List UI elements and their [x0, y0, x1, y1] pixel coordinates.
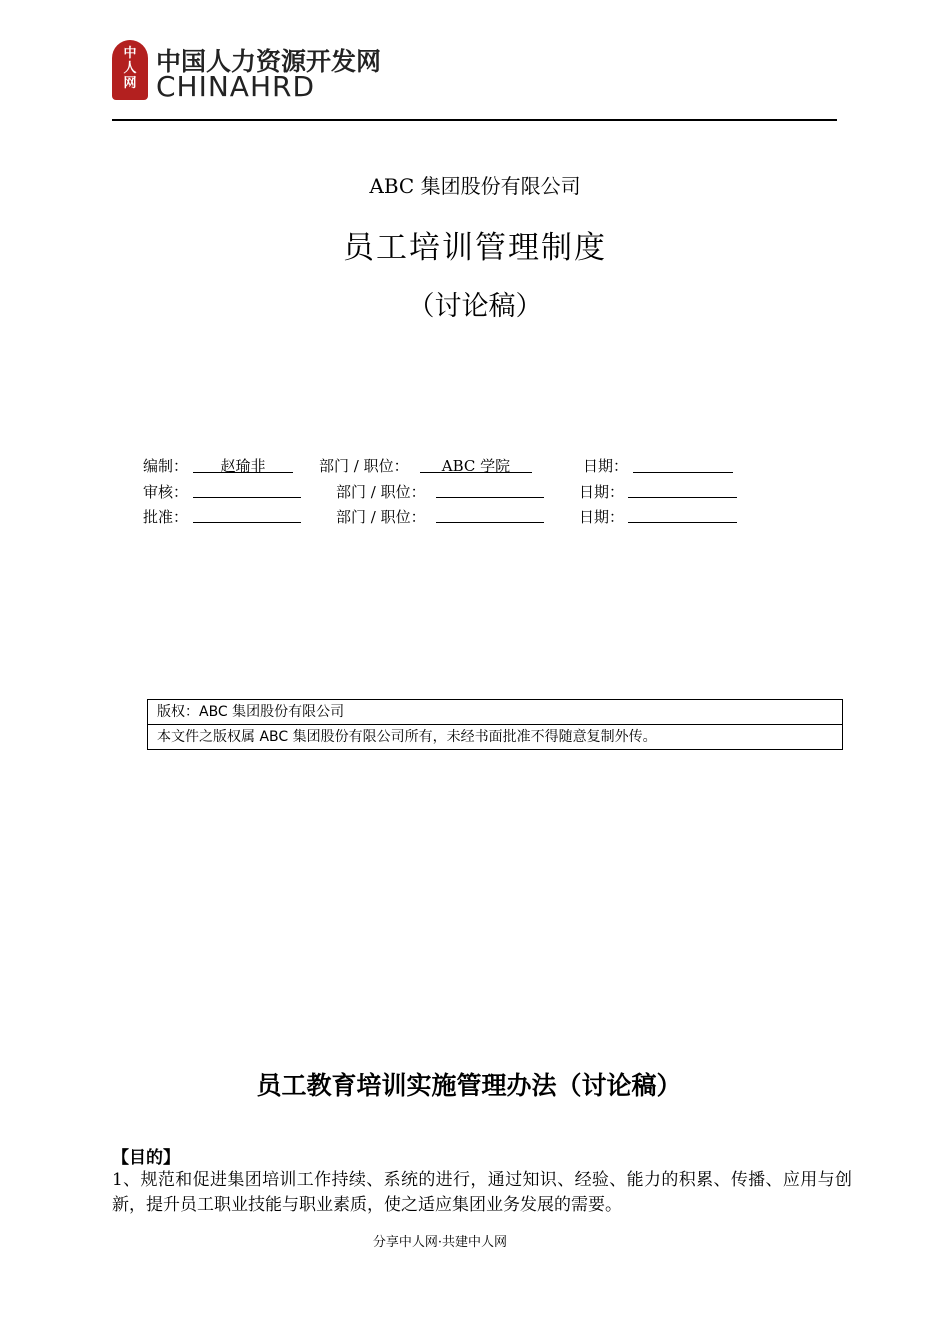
- reviewed-dept-label: 部门 / 职位：: [336, 483, 426, 501]
- page-footer: 分享中人网·共建中人网: [372, 1235, 508, 1250]
- purpose-paragraph: 1、规范和促进集团培训工作持续、系统的进行，通过知识、经验、能力的积累、传播、应用与创新，提升员工职业技能与职业素质，使之适应集团业务发展的需要。: [112, 1170, 852, 1215]
- header-divider: [112, 119, 837, 121]
- prepared-by-value: 赵瑜非: [220, 457, 266, 475]
- prepared-date-label: 日期：: [583, 457, 629, 475]
- reviewed-by-underline: [193, 497, 301, 498]
- copyright-notice: 本文件之版权属 ABC 集团股份有限公司所有，未经书面批准不得随意复制外传。: [157, 729, 657, 745]
- approved-by-label: 批准：: [143, 508, 189, 526]
- chinahrd-logo: [112, 40, 412, 102]
- approved-by-underline: [193, 522, 301, 523]
- document-subtitle: （讨论稿）: [407, 291, 543, 322]
- copyright-box: [147, 699, 843, 750]
- approved-date-label: 日期：: [579, 508, 625, 526]
- reviewed-by-label: 审核：: [143, 483, 189, 501]
- prepared-dept-underline: [420, 472, 532, 473]
- reviewed-date-label: 日期：: [579, 483, 625, 501]
- logo-english-name: CHINAHRD: [156, 70, 316, 103]
- seal-icon: [112, 40, 148, 100]
- prepared-date-underline: [633, 472, 733, 473]
- purpose-heading: 【目的】: [112, 1148, 180, 1168]
- prepared-by-underline: [193, 472, 293, 473]
- approved-dept-underline: [436, 522, 544, 523]
- prepared-dept-label: 部门 / 职位：: [319, 457, 409, 475]
- prepared-by-label: 编制：: [143, 457, 189, 475]
- document-title: 员工培训管理制度: [343, 230, 607, 266]
- logo-chinese-name: 中国人力资源开发网: [156, 47, 382, 76]
- prepared-dept-value: ABC 学院: [441, 457, 511, 475]
- approved-dept-label: 部门 / 职位：: [336, 508, 426, 526]
- company-name: ABC 集团股份有限公司: [369, 174, 581, 198]
- approved-date-underline: [628, 522, 737, 523]
- section-title: 员工教育培训实施管理办法（讨论稿）: [256, 1071, 682, 1100]
- reviewed-date-underline: [628, 497, 737, 498]
- copyright-owner: 版权：ABC 集团股份有限公司: [148, 700, 842, 725]
- seal-text: 中 人 网: [123, 46, 137, 91]
- reviewed-dept-underline: [436, 497, 544, 498]
